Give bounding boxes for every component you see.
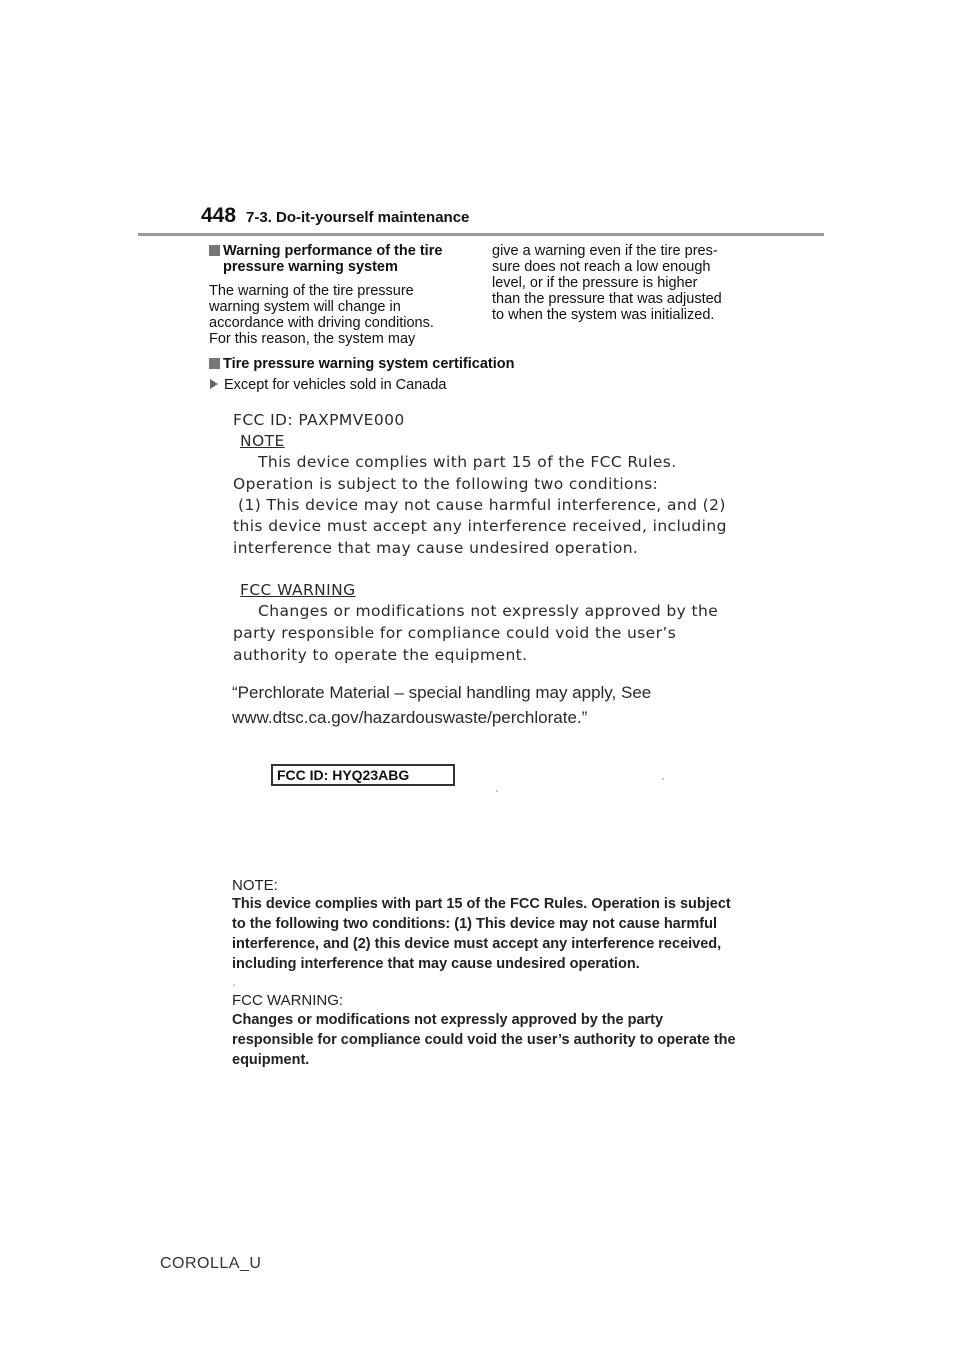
certification-heading: Tire pressure warning system certification xyxy=(209,356,514,372)
label2-warning-heading: FCC WARNING: xyxy=(232,992,344,1009)
scan-speck xyxy=(662,778,664,780)
triangle-bullet-icon xyxy=(210,379,218,389)
label1-note-heading: NOTE xyxy=(240,432,285,450)
label2-fcc-id-box: FCC ID: HYQ23ABG xyxy=(271,764,455,786)
header-divider xyxy=(138,233,824,236)
warning-performance-text-left: The warning of the tire pressure warning system will change in accordance with driving conditions. For this reason, the system may xyxy=(209,283,434,347)
label1-fcc-id: FCC ID: PAXPMVE000 xyxy=(233,411,405,429)
label1-note-line: interference that may cause undesired operation. xyxy=(233,539,639,557)
label2-note-text: This device complies with part 15 of the FCC Rules. Operation is subject to the following two conditions: (1) This device may not cause harmful interference, and (2) this device must accept any interference received, including interference that may cause undesired operation. xyxy=(232,896,731,972)
perchlorate-notice: “Perchlorate Material – special handling may apply, See www.dtsc.ca.gov/hazardouswaste/perchlorate.” xyxy=(232,683,652,727)
warning-performance-heading: Warning performance of the tire pressure warning system xyxy=(209,243,442,275)
square-bullet-icon xyxy=(209,245,220,256)
label1-note-line: this device must accept any interference received, including xyxy=(233,517,727,535)
label1-warning-line: party responsible for compliance could void the user’s xyxy=(233,624,677,642)
label1-note-line: (1) This device may not cause harmful interference, and (2) xyxy=(238,496,726,514)
square-bullet-icon xyxy=(209,358,220,369)
label1-warning-line: Changes or modifications not expressly approved by the xyxy=(258,602,719,620)
warning-performance-text-right: give a warning even if the tire pres- sure does not reach a low enough level, or if the pressure is higher than the pressure that was adjusted to when the system was initialized. xyxy=(492,243,722,323)
scan-speck xyxy=(233,984,235,986)
footer-model-code: COROLLA_U xyxy=(160,1255,262,1272)
scan-speck xyxy=(496,790,498,792)
label1-warning-line: authority to operate the equipment. xyxy=(233,646,528,664)
label2-note-heading: NOTE: xyxy=(232,877,278,894)
label1-warning-heading: FCC WARNING xyxy=(240,581,356,599)
certification-bullet: Except for vehicles sold in Canada xyxy=(210,377,446,393)
page-number: 448 xyxy=(201,204,237,227)
label1-note-line: This device complies with part 15 of the FCC Rules. xyxy=(258,453,677,471)
label1-note-line: Operation is subject to the following two conditions: xyxy=(233,475,659,493)
label2-warning-text: Changes or modifications not expressly approved by the party responsible for compliance could void the user’s authority to operate the equipment. xyxy=(232,1012,736,1068)
section-title: 7-3. Do-it-yourself maintenance xyxy=(246,209,470,226)
